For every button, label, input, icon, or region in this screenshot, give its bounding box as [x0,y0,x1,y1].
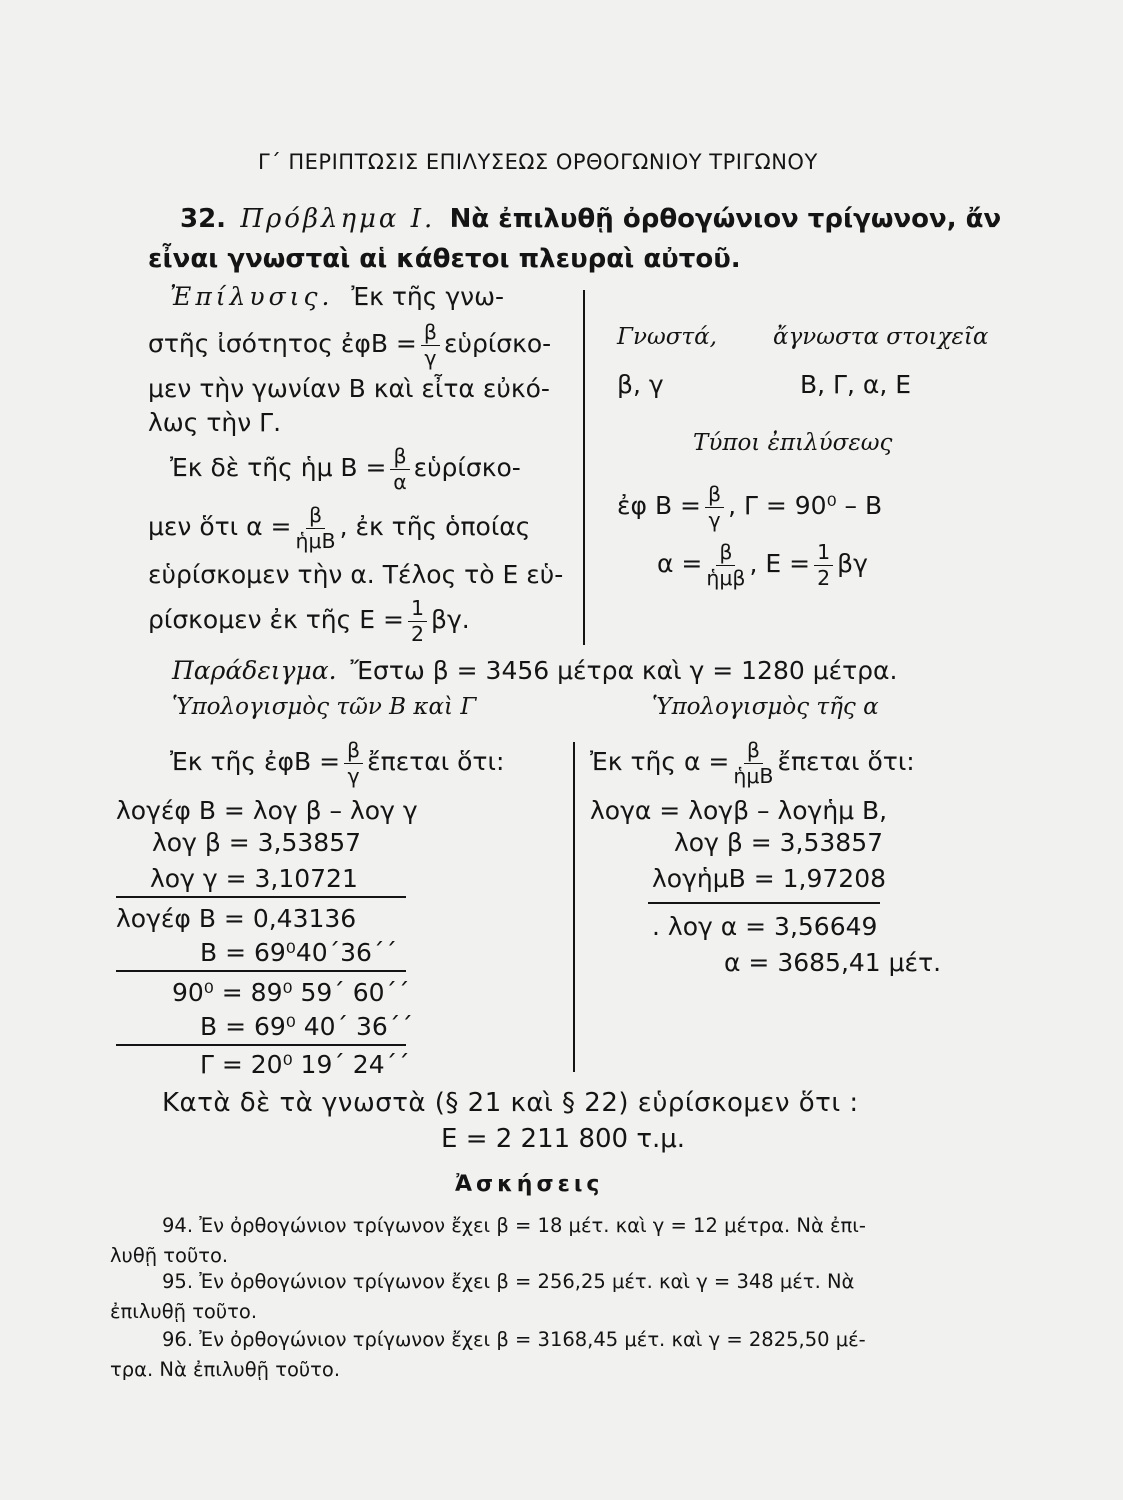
fraction-beta-alpha [390,446,409,492]
formulas-heading: Τύποι ἐπιλύσεως [693,430,893,456]
calc-right-sum-line [648,902,880,904]
calc-left-heading: Ὑπολογισμὸς τῶν Β καὶ Γ [172,694,477,720]
fraction-denominator: α [393,469,407,494]
fraction-denominator: 2 [817,565,831,590]
calc-right-row-5: α = 3685,41 μέτ. [724,948,942,977]
fraction-numerator: 1 [814,542,833,566]
fraction-one-half [814,542,833,588]
calc-left-row-6: 90⁰ = 89⁰ 59΄ 60΄΄ [172,978,410,1007]
solution-line-6 [148,505,530,551]
calc-left-separator [116,970,406,972]
calc-right-intro [590,740,915,786]
example-label: Παράδειγμα. [172,656,337,685]
solution-line-5 [170,446,521,492]
example-text: Ἔστω β = 3456 μέτρα καὶ γ = 1280 μέτρα. [350,656,898,685]
exercises-title: Ἀσκήσεις [455,1172,604,1197]
fraction-beta-sinB [733,740,773,786]
solution-text-5a: Ἐκ δὲ τῆς ἡμ Β = [170,453,387,482]
solution-text-1: Ἐκ τῆς γνω- [351,282,505,311]
unknown-heading: ἄγνωστα στοιχεῖα [773,324,989,350]
fraction-beta-gamma [344,740,363,786]
solution-line-4: λως τὴν Γ. [148,408,282,437]
fraction-numerator: β [705,484,724,508]
calc-left-row-2: λογ β = 3,53857 [152,828,362,857]
calc-right-row-1: λογα = λογβ – λογἡμ Β, [590,796,888,825]
fraction-denominator: γ [424,345,437,370]
calc-left-intro-b: ἔπεται ὅτι: [367,747,505,776]
exercise-94-line-1: 94. Ἐν ὀρθογώνιον τρίγωνον ἔχει β = 18 μέτ. καὶ γ = 12 μέτρα. Νὰ ἐπι- [162,1214,866,1237]
solution-line-8 [148,598,470,644]
fraction-one-half [408,598,427,644]
fraction-beta-gamma [705,484,724,530]
calc-left-row-3: λογ γ = 3,10721 [150,864,358,893]
fraction-denominator: ἡμβ [706,565,746,590]
column-divider-lower [573,742,575,1072]
problem-statement-2: εἶναι γνωσταὶ αἱ κάθετοι πλευραὶ αὐτοῦ. [148,244,741,274]
calc-right-intro-b: ἔπεται ὅτι: [777,747,915,776]
fraction-denominator: 2 [410,621,424,646]
conclusion-line-2: Ε = 2 211 800 τ.μ. [441,1124,686,1154]
fraction-beta-sinb [706,542,745,588]
column-divider-upper [583,290,585,645]
solution-line-1 [170,282,504,311]
calc-left-row-5: Β = 69⁰40΄36΄΄ [200,938,397,967]
calc-right-row-2: λογ β = 3,53857 [674,828,884,857]
formula-1b: , Γ = 90⁰ – Β [728,491,883,520]
formula-2b: , Ε = [749,549,811,578]
exercise-94-line-2: λυθῇ τοῦτο. [110,1244,229,1267]
calc-right-intro-a: Ἐκ τῆς α = [590,747,730,776]
fraction-numerator: β [744,740,763,764]
exercise-96-line-2: τρα. Νὰ ἐπιλυθῇ τοῦτο. [110,1358,341,1381]
calc-left-intro-a: Ἐκ τῆς ἐφΒ = [170,747,341,776]
fraction-denominator: ἡμΒ [295,528,336,553]
section-title: Γ΄ ΠΕΡΙΠΤΩΣΙΣ ΕΠΙΛΥΣΕΩΣ ΟΡΘΟΓΩΝΙΟΥ ΤΡΙΓΩΝΟΥ [258,150,818,174]
solution-line-3: μεν τὴν γωνίαν Β καὶ εἶτα εὐκό- [148,374,550,403]
solution-line-7: εὑρίσκομεν τὴν α. Τέλος τὸ Ε εὑ- [148,560,564,589]
calc-left-sum-line [116,896,406,898]
fraction-numerator: β [344,740,363,764]
formula-1 [617,484,882,530]
calc-left-row-8: Γ = 20⁰ 19΄ 24΄΄ [200,1050,410,1079]
solution-text-6a: μεν ὅτι α = [148,512,292,541]
calc-right-row-3: λογἡμΒ = 1,97208 [652,864,887,893]
fraction-beta-sinB [295,505,335,551]
solution-label: Ἐπίλυσις. [170,282,334,311]
fraction-numerator: β [421,322,440,346]
fraction-denominator: γ [708,507,721,532]
calc-right-heading: Ὑπολογισμὸς τῆς α [652,694,879,720]
example-line [172,656,897,685]
fraction-denominator: ἡμΒ [733,763,774,788]
calc-left-intro [170,740,504,786]
solution-text-5b: εὑρίσκο- [413,453,521,482]
calc-left-row-7: Β = 69⁰ 40΄ 36΄΄ [200,1012,413,1041]
exercise-95-line-1: 95. Ἐν ὀρθογώνιον τρίγωνον ἔχει β = 256,25 μέτ. καὶ γ = 348 μέτ. Νὰ [162,1270,855,1293]
fraction-numerator: 1 [408,598,427,622]
problem-number: 32. [180,204,227,234]
known-elements: β, γ [617,370,664,399]
problem-label: Πρόβλημα Ι. [240,204,436,234]
solution-text-6b: , ἐκ τῆς ὁποίας [339,512,531,541]
fraction-numerator: β [390,446,409,470]
problem-statement-1: Νὰ ἐπιλυθῇ ὀρθογώνιον τρίγωνον, ἄν [449,204,1002,234]
calc-left-row-4: λογέφ Β = 0,43136 [116,904,357,933]
calc-left-row-1: λογέφ Β = λογ β – λογ γ [116,796,418,825]
solution-text-2a: στῆς ἰσότητος ἐφΒ = [148,329,417,358]
formula-2a: α = [657,549,703,578]
known-heading: Γνωστά, [617,324,717,350]
exercise-96-line-1: 96. Ἐν ὀρθογώνιον τρίγωνον ἔχει β = 3168,45 μέτ. καὶ γ = 2825,50 μέ- [162,1328,866,1351]
unknown-elements: Β, Γ, α, Ε [800,370,912,399]
calc-left-diff-line [116,1044,406,1046]
solution-text-8a: ρίσκομεν ἐκ τῆς Ε = [148,605,404,634]
fraction-denominator: γ [347,763,360,788]
fraction-numerator: β [306,505,325,529]
fraction-beta-gamma [421,322,440,368]
fraction-numerator: β [716,542,735,566]
exercise-95-line-2: ἐπιλυθῇ τοῦτο. [110,1300,258,1323]
problem-line-1 [180,204,1001,234]
solution-text-2b: εὑρίσκο- [443,329,552,358]
formula-2 [657,542,868,588]
calc-right-row-4: . λογ α = 3,56649 [652,912,878,941]
formula-2c: βγ [837,549,868,578]
formula-1a: ἐφ Β = [617,491,701,520]
solution-line-2 [148,322,551,368]
conclusion-line-1: Κατὰ δὲ τὰ γνωστὰ (§ 21 καὶ § 22) εὑρίσκομεν ὅτι : [162,1088,859,1118]
solution-text-8b: βγ. [430,605,470,634]
